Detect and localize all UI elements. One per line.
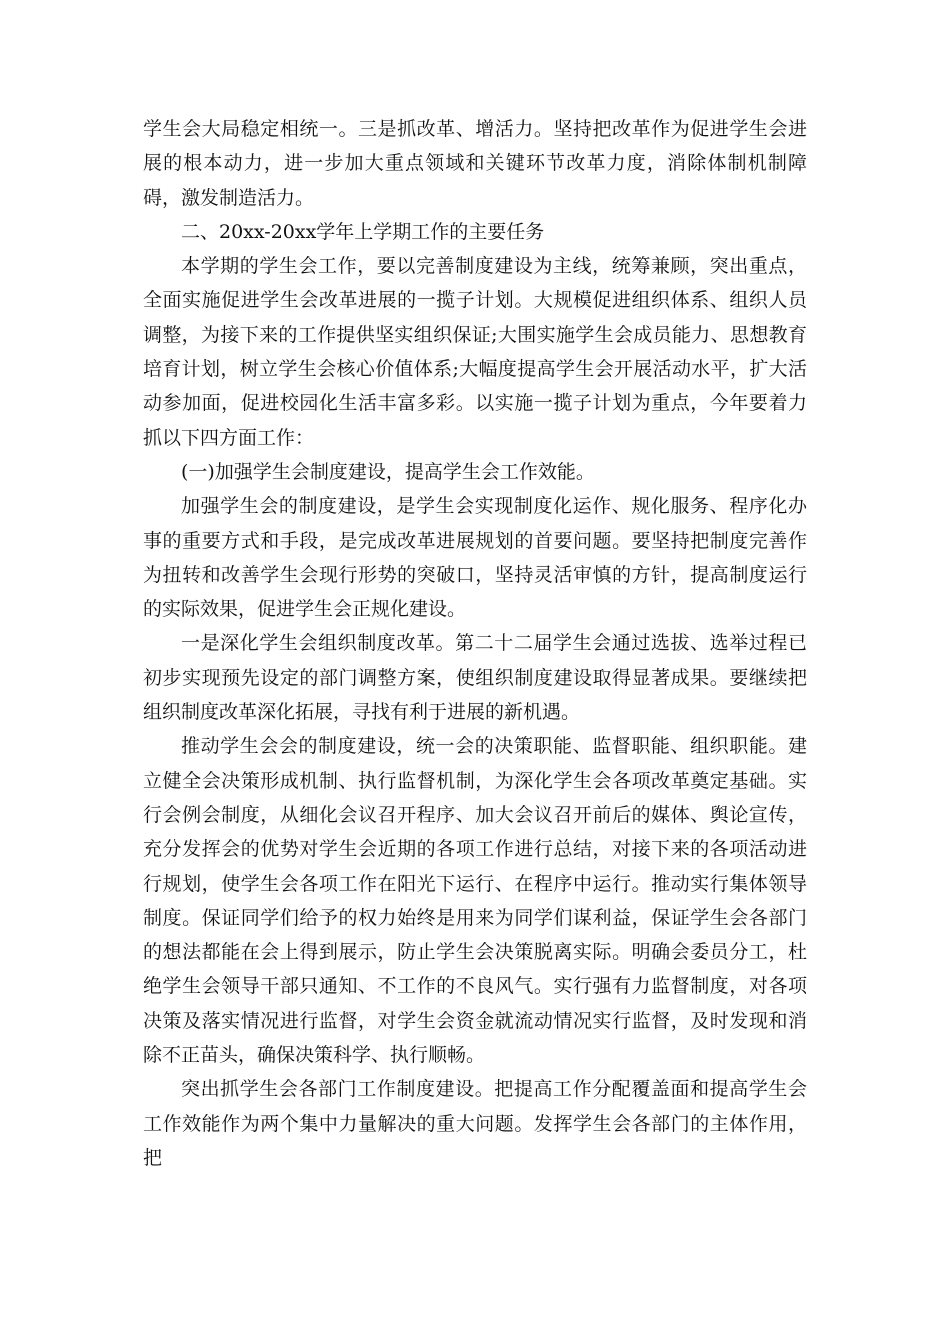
paragraph-department-system: 突出抓学生会各部门工作制度建设。把提高工作分配覆盖面和提高学生会工作效能作为两个集中力量解决的重大问题。发挥学生会各部门的主体作用，把	[143, 1078, 807, 1169]
paragraph-council-system: 推动学生会会的制度建设，统一会的决策职能、监督职能、组织职能。建立健全会决策形成机制、执行监督机制，为深化学生会各项改革奠定基础。实行会例会制度，从细化会议召开程序、加大会议召开前后的媒体、舆论宣传，充分发挥会的优势对学生会近期的各项工作进行总结，对接下来的各项活动进行规划，使学生会各项工作在阳光下运行、在程序中运行。推动实行集体领导制度。保证同学们给予的权力始终是用来为同学们谋利益，保证学生会各部门的想法都能在会上得到展示，防止学生会决策脱离实际。明确会委员分工，杜绝学生会领导干部只通知、不工作的不良风气。实行强有力监督制度，对各项决策及落实情况进行监督，对学生会资金就流动情况实行监督，及时发现和消除不正苗头，确保决策科学、执行顺畅。	[143, 735, 807, 1067]
subsection-heading: (一)加强学生会制度建设，提高学生会工作效能。	[181, 460, 595, 483]
paragraph-continuation: 学生会大局稳定相统一。三是抓改革、增活力。坚持把改革作为促进学生会进展的根本动力，进一步加大重点领域和关键环节改革力度，消除体制机制障碍，激发制造活力。	[143, 118, 807, 209]
paragraph-system-building: 加强学生会的制度建设，是学生会实现制度化运作、规化服务、程序化办事的重要方式和手段，是完成改革进展规划的首要问题。要坚持把制度完善作为扭转和改善学生会现行形势的突破口，坚持灵活审慎的方针，提高制度运行的实际效果，促进学生会正规化建设。	[143, 495, 807, 621]
paragraph-organization-reform: 一是深化学生会组织制度改革。第二十二届学生会通过选拔、选举过程已初步实现预先设定的部门调整方案，使组织制度建设取得显著成果。要继续把组织制度改革深化拓展，寻找有利于进展的新机遇。	[143, 632, 807, 724]
document-body	[143, 112, 807, 1175]
paragraph-semester-work: 本学期的学生会工作，要以完善制度建设为主线，统筹兼顾，突出重点，全面实施促进学生会改革进展的一揽子计划。大规模促进组织体系、组织人员调整，为接下来的工作提供坚实组织保证;大围实施学生会成员能力、思想教育培育计划，树立学生会核心价值体系;大幅度提高学生会开展活动水平，扩大活动参加面，促进校园化生活丰富多彩。以实施一揽子计划为重点，今年要着力抓以下四方面工作：	[143, 255, 807, 449]
section-heading: 二、20xx-20xx学年上学期工作的主要任务	[181, 220, 545, 243]
